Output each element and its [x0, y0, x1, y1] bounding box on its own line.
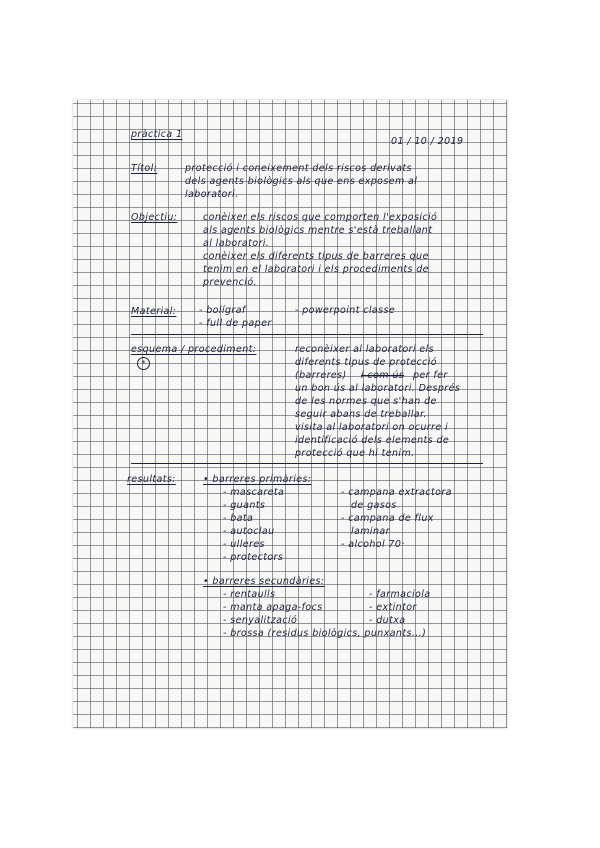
- primaries-item: laminar: [351, 526, 390, 537]
- barreres-secundaries-label: • barreres secundàries:: [203, 576, 325, 587]
- esquema-line: identificació dels elements de: [295, 435, 450, 446]
- date: 01 / 10 / 2019: [391, 136, 464, 147]
- secundaries-item: - brossa (residus biològics, punxants...): [223, 628, 427, 639]
- esquema-line: diferents tipus de protecció: [295, 357, 438, 368]
- primaries-item: - campana extractora: [341, 487, 452, 498]
- titol-line: protecció i coneixement dels riscos derivats: [185, 163, 412, 174]
- objectiu-line: conèixer els diferents tipus de barreres que: [203, 251, 429, 262]
- material-label: Material:: [131, 306, 177, 317]
- barreres-primaries-label: • barreres primàries:: [203, 474, 312, 485]
- esquema-label: esquema / procediment:: [131, 344, 257, 355]
- esquema-line: reconèixer al laboratori els: [295, 344, 434, 355]
- titol-line: laboratori.: [185, 189, 239, 200]
- primaries-item: - guants: [223, 500, 266, 511]
- titol-label: Títol:: [131, 163, 158, 174]
- esquema-line: un bon ús al laboratori. Després: [295, 383, 461, 394]
- secundaries-item: - farmaciola: [369, 589, 431, 600]
- notebook-page: [73, 100, 507, 728]
- esquema-line: (barreres): [295, 370, 347, 381]
- secundaries-item: - dutxa: [369, 615, 406, 626]
- secundaries-item: - rentaulls: [223, 589, 276, 600]
- asterisk-circle-icon: *: [137, 357, 150, 370]
- esquema-line: protecció que hi tenim.: [295, 448, 415, 459]
- primaries-item: de gasos: [351, 500, 397, 511]
- secundaries-item: - senyalització: [223, 615, 298, 626]
- primaries-item: - ulleres: [223, 539, 265, 550]
- objectiu-label: Objectiu:: [131, 212, 178, 223]
- practice-title: pràctica 1: [131, 129, 183, 140]
- resultats-label: resultats:: [127, 474, 176, 485]
- material-item: - powerpoint classe: [295, 305, 396, 316]
- secundaries-item: - extintor: [369, 602, 417, 613]
- esquema-line: seguir abans de treballar.: [295, 409, 427, 420]
- primaries-item: - autoclau: [223, 526, 275, 537]
- primaries-item: - bata: [223, 513, 254, 524]
- material-item: - bolígraf: [199, 305, 246, 316]
- objectiu-line: al laboratori.: [203, 238, 270, 249]
- primaries-item: - mascareta: [223, 487, 285, 498]
- esquema-line: de les normes que s'han de: [295, 396, 437, 407]
- section-divider: [131, 334, 483, 335]
- objectiu-line: conèixer els riscos que comporten l'exposició: [203, 212, 438, 223]
- section-divider: [131, 463, 483, 464]
- primaries-item: - campana de flux: [341, 513, 434, 524]
- objectiu-line: tenim en el laboratori i els procediments de: [203, 264, 429, 275]
- objectiu-line: prevenció.: [203, 277, 257, 288]
- esquema-line: visita al laboratori on ocurre i: [295, 422, 449, 433]
- esquema-line: per fer: [413, 370, 448, 381]
- primaries-item: - alcohol 70·: [341, 539, 405, 550]
- material-item: - full de paper: [199, 318, 272, 329]
- primaries-item: - protectors: [223, 552, 284, 563]
- titol-line: dels agents biològics als que ens exposem al: [185, 176, 418, 187]
- secundaries-item: - manta apaga-focs: [223, 602, 323, 613]
- objectiu-line: als agents biològics mentre s'està treballant: [203, 225, 433, 236]
- esquema-struck-text: i com ús: [361, 370, 405, 381]
